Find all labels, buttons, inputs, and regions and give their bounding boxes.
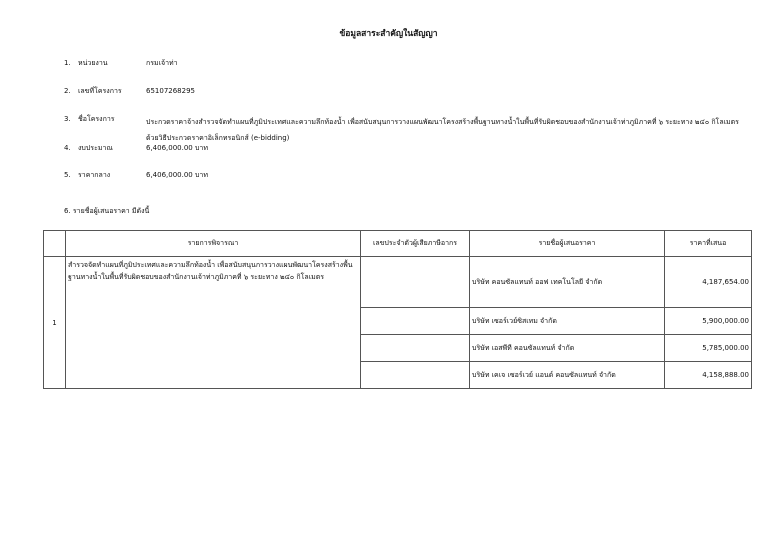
field-label: เลขที่โครงการ	[78, 87, 122, 95]
field-number: 5.	[64, 171, 71, 179]
project-name-value: ประกวดราคาจ้างสำรวจจัดทำแผนที่ภูมิประเทศและความลึกท้องน้ำ เพื่อสนับสนุนการวางแผนพัฒนาโครงสร้างพื้นฐานทางน้ำในพื้นที่รับผิดชอบของสำนักงานเจ้าท่าภูมิภาคที่ ๖ ระยะทาง ๒๔๐ กิโลเมตร ด้วยวิธีประกวดราคาอิเล็กทรอนิกส์ (e-bidding)	[146, 118, 739, 142]
field-budget	[64, 143, 208, 154]
table-row	[44, 257, 752, 308]
field-label: หน่วยงาน	[78, 59, 108, 67]
field-agency	[64, 58, 178, 69]
tax-id-cell	[361, 257, 470, 308]
field-label: ราคากลาง	[78, 171, 111, 179]
field-project-name	[64, 114, 146, 125]
bidder-cell: บริษัท คอนซัลแทนท์ ออฟ เทคโนโลยี จำกัด	[470, 257, 665, 308]
price-cell: 5,785,000.00	[665, 335, 752, 362]
header-bidder: รายชื่อผู้เสนอราคา	[470, 231, 665, 257]
field-value: 6,406,000.00 บาท	[146, 144, 208, 152]
field-median-price	[64, 170, 208, 181]
bidders-table	[43, 230, 752, 389]
field-value: กรมเจ้าท่า	[146, 59, 178, 67]
field-number: 2.	[64, 87, 71, 95]
header-item: รายการพิจารณา	[66, 231, 361, 257]
tax-id-cell	[361, 362, 470, 389]
bidders-heading: 6. รายชื่อผู้เสนอราคา มีดังนี้	[64, 207, 150, 215]
table-header-row	[44, 231, 752, 257]
header-price: ราคาที่เสนอ	[665, 231, 752, 257]
row-index: 1	[44, 257, 66, 389]
bidder-cell: บริษัท เคเจ เซอร์เวย์ แอนด์ คอนซัลแทนท์ จำกัด	[470, 362, 665, 389]
tax-id-cell	[361, 308, 470, 335]
document-title: ข้อมูลสาระสำคัญในสัญญา	[339, 29, 438, 39]
field-label: งบประมาณ	[78, 144, 113, 152]
price-cell: 4,158,888.00	[665, 362, 752, 389]
field-label: ชื่อโครงการ	[78, 115, 115, 123]
field-value: 6,406,000.00 บาท	[146, 171, 208, 179]
bidder-cell: บริษัท เอสพีที คอนซัลแทนท์ จำกัด	[470, 335, 665, 362]
tax-id-cell	[361, 335, 470, 362]
bidder-cell: บริษัท เซอร์เวย์ซิสเทม จำกัด	[470, 308, 665, 335]
item-description: สำรวจจัดทำแผนที่ภูมิประเทศและความลึกท้องน้ำ เพื่อสนับสนุนการวางแผนพัฒนาโครงสร้างพื้นฐานทางน้ำในพื้นที่รับผิดชอบของสำนักงานเจ้าท่าภูมิภาคที่ ๖ ระยะทาง ๒๔๐ กิโลเมตร	[66, 257, 361, 389]
header-index	[44, 231, 66, 257]
field-number: 3.	[64, 115, 71, 123]
field-number: 1.	[64, 59, 71, 67]
field-number: 4.	[64, 144, 71, 152]
field-value: 65107268295	[146, 87, 195, 95]
price-cell: 4,187,654.00	[665, 257, 752, 308]
field-project-no	[64, 86, 195, 97]
header-tax-id: เลขประจำตัวผู้เสียภาษีอากร	[361, 231, 470, 257]
price-cell: 5,900,000.00	[665, 308, 752, 335]
